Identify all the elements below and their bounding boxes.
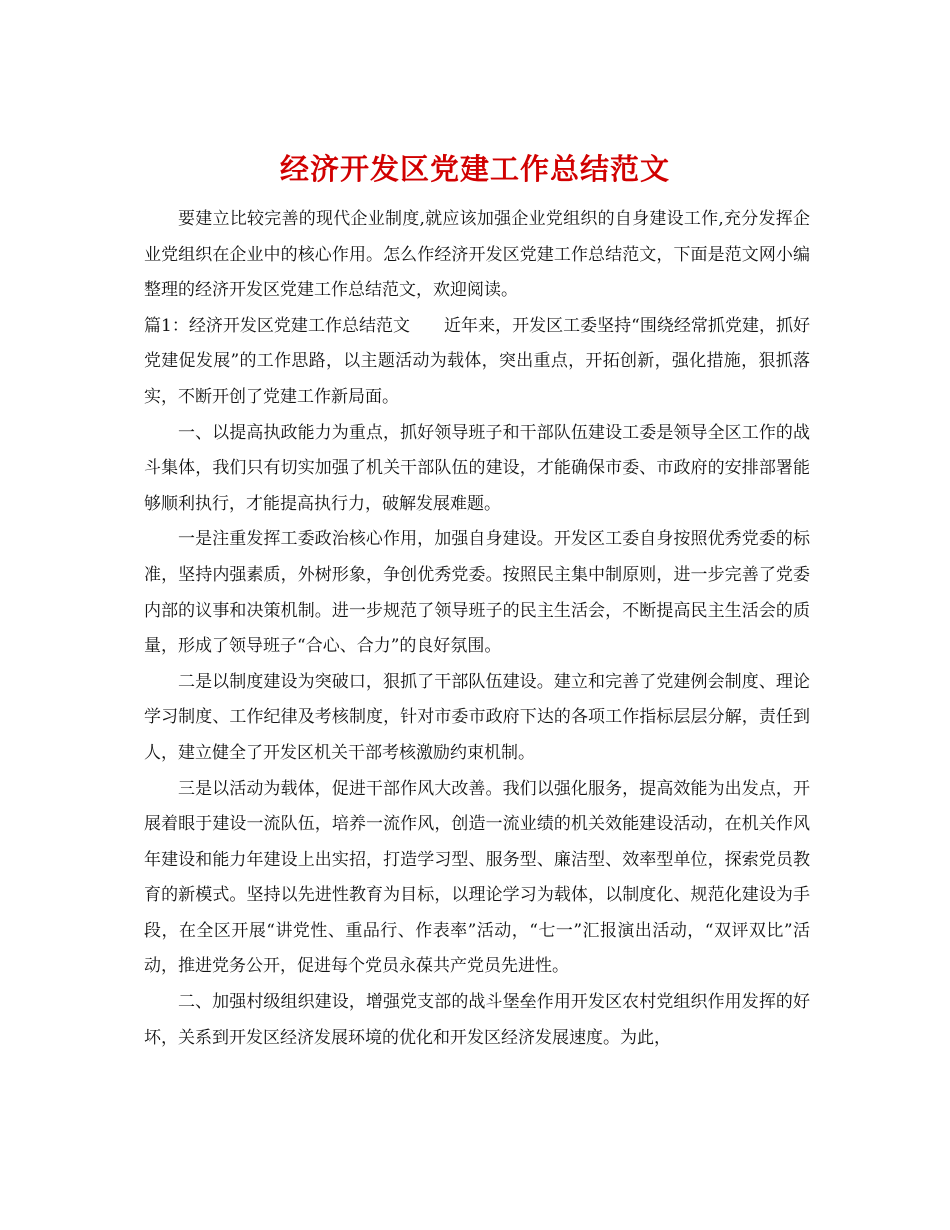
paragraph: 篇1：经济开发区党建工作总结范文 近年来，开发区工委坚持“围绕经常抓党建，抓好党建促发展”的工作思路，以主题活动为载体，突出重点，开拓创新，强化措施，狠抓落实，不断开创了党建工作新局面。 [144, 315, 810, 407]
paragraph: 三是以活动为载体，促进干部作风大改善。我们以强化服务，提高效能为出发点，开展着眼于建设一流队伍，培养一流作风，创造一流业绩的机关效能建设活动，在机关作风年建设和能力年建设上出实招，打造学习型、服务型、廉洁型、效率型单位，探索党员教育的新模式。坚持以先进性教育为目标，以理论学习为载体，以制度化、规范化建设为手段，在全区开展“讲党性、重品行、作表率”活动，“七一”汇报演出活动，“双评双比”活动，推进党务公开，促进每个党员永葆共产党员先进性。 [144, 778, 810, 977]
paragraph: 一、以提高执政能力为重点，抓好领导班子和干部队伍建设工委是领导全区工作的战斗集体，我们只有切实加强了机关干部队伍的建设，才能确保市委、市政府的安排部署能够顺利执行，才能提高执行力，破解发展难题。 [144, 422, 810, 514]
paragraph: 要建立比较完善的现代企业制度,就应该加强企业党组织的自身建设工作,充分发挥企业党组织在企业中的核心作用。怎么作经济开发区党建工作总结范文，下面是范文网小编整理的经济开发区党建工作总结范文，欢迎阅读。 [144, 209, 810, 301]
document-body [144, 202, 810, 1056]
paragraph: 二是以制度建设为突破口，狠抓了干部队伍建设。建立和完善了党建例会制度、理论学习制度、工作纪律及考核制度，针对市委市政府下达的各项工作指标层层分解，责任到人，建立健全了开发区机关干部考核激励约束机制。 [144, 671, 810, 763]
paragraph: 一是注重发挥工委政治核心作用，加强自身建设。开发区工委自身按照优秀党委的标准，坚持内强素质，外树形象，争创优秀党委。按照民主集中制原则，进一步完善了党委内部的议事和决策机制。进一步规范了领导班子的民主生活会，不断提高民主生活会的质量，形成了领导班子“合心、合力”的良好氛围。 [144, 529, 810, 657]
paragraph: 二、加强村级组织建设，增强党支部的战斗堡垒作用开发区农村党组织作用发挥的好坏，关系到开发区经济发展环境的优化和开发区经济发展速度。为此， [144, 992, 810, 1048]
document-title: 经济开发区党建工作总结范文 [279, 152, 670, 187]
